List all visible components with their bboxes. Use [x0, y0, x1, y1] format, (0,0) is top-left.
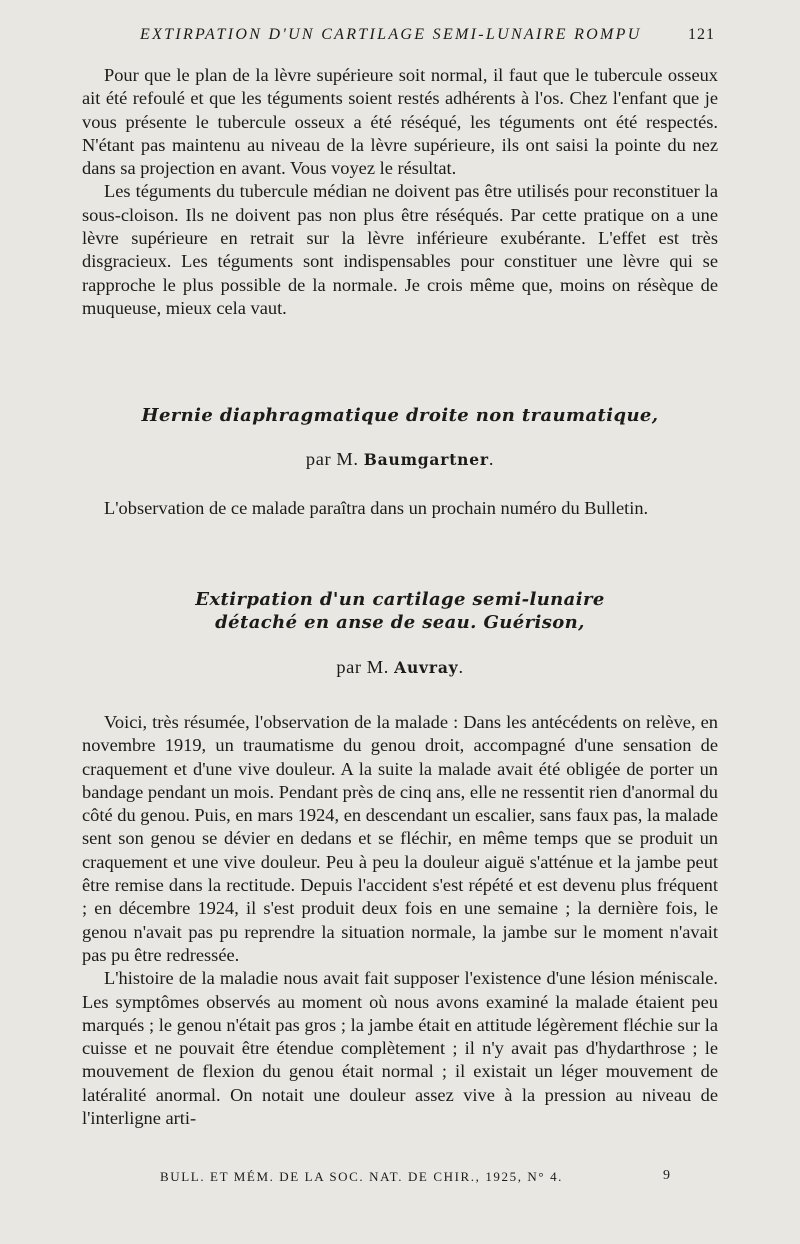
paragraph: Les téguments du tubercule médian ne doivent pas être utilisés pour reconstituer la sous-cloison. Ils ne doivent pas non plus être réséqués. Par cette pratique on a une lèvre supérieure en retrait sur la lèvre inférieure exubérante. L'effet est très disgracieux. Les téguments sont indispensables pour constituer une lèvre qui se rapproche le plus possible de la normale. Je crois même que, moins on résèque de muqueuse, mieux cela vaut.: [82, 181, 718, 318]
title-line: détaché en anse de seau. Guérison,: [215, 612, 585, 633]
section2-byline: [82, 449, 718, 470]
author-name: Auvray: [394, 658, 459, 677]
section3-byline: [82, 657, 718, 678]
byline-suffix: .: [488, 449, 495, 469]
footer-reference: BULL. ET MÉM. DE LA SOC. NAT. DE CHIR., 1925, N° 4.: [160, 1169, 564, 1184]
byline-suffix: .: [458, 657, 464, 677]
byline-prefix: par M.: [336, 657, 389, 677]
running-title: EXTIRPATION D'UN CARTILAGE SEMI-LUNAIRE ROMPU: [140, 26, 642, 43]
section1-body: [82, 64, 718, 320]
section2-body: [82, 497, 718, 520]
title-line: Extirpation d'un cartilage semi-lunaire: [195, 589, 605, 610]
byline-prefix: par M.: [305, 449, 359, 469]
paragraph: L'histoire de la maladie nous avait fait supposer l'existence d'une lésion méniscale. Les symptômes observés au moment où nous avons examiné la malade étaient peu marqués ; le genou n'était pas gros ; la jambe était en attitude légèrement fléchie sur la cuisse et ne pouvait être étendue complètement ; il n'y avait pas d'hydarthrose ; le mouvement de flexion du genou était normal ; il existait un léger mouvement de latéralité anormal. On notait une douleur assez vive à la pression au niveau de l'interligne arti-: [82, 968, 718, 1129]
signature-mark: 9: [663, 1168, 670, 1183]
paragraph: Pour que le plan de la lèvre supérieure soit normal, il faut que le tubercule osseux ait été refoulé et que les téguments soient restés adhérents à l'os. Chez l'enfant que je vous présente le tubercule osseux a été réséqué, les téguments ont été respectés. N'étant pas maintenu au niveau de la lèvre supérieure, ils ont saisi la pointe du nez dans sa projection en avant. Vous voyez le résultat.: [82, 65, 718, 179]
paragraph: L'observation de ce malade paraîtra dans un prochain numéro du Bulletin.: [104, 498, 649, 518]
section2-title: Hernie diaphragmatique droite non traumatique,: [141, 405, 659, 426]
author-name: Baumgartner: [363, 450, 489, 469]
page-number: 121: [688, 26, 715, 43]
section3-body: [82, 711, 718, 1130]
paragraph: Voici, très résumée, l'observation de la malade : Dans les antécédents on relève, en novembre 1919, un traumatisme du genou droit, accompagné d'une sensation de craquement et d'une vive douleur. A la suite la malade avait été obligée de porter un bandage pendant un mois. Pendant près de cinq ans, elle ne ressentit rien d'anormal du côté du genou. Puis, en mars 1924, en descendant un escalier, sans faux pas, la malade sent son genou se dévier en dedans et se fléchir, en même temps que se produit un craquement et une vive douleur. Peu à peu la douleur aiguë s'atténue et la jambe peut être remise dans la rectitude. Depuis l'accident s'est répété et est devenu plus fréquent ; en décembre 1924, il s'est produit deux fois en une semaine ; la dernière fois, le genou n'avait pas pu reprendre la situation normale, la jambe sur le moment n'avait pas pu être redressée.: [82, 712, 718, 965]
section3-title: [82, 588, 718, 634]
